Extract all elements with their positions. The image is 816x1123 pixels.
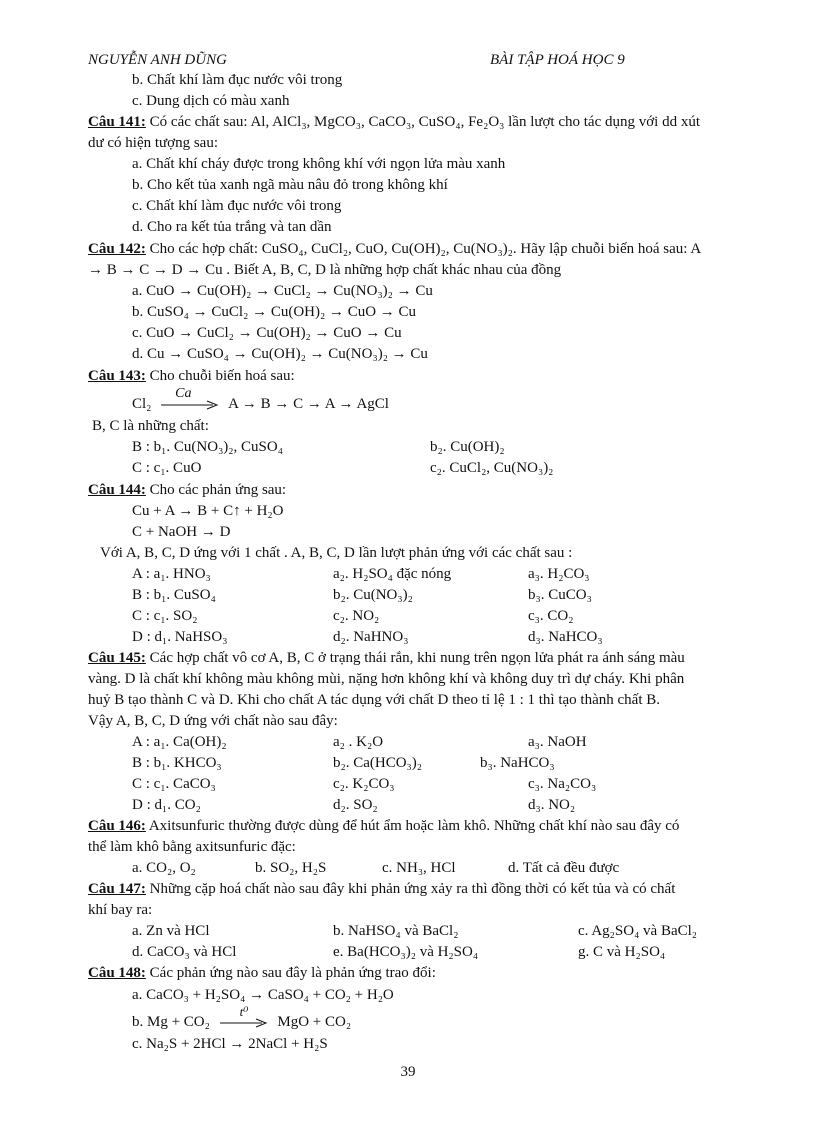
answer-option: b. CuSO₄ → CuCl₂ → Cu(OH)₂ → CuO → Cu [132,304,417,320]
question-144 [88,480,286,500]
text-line: dư có hiện tượng sau: [88,135,219,151]
answer-option: d₃. NaHCO₃ [528,629,603,645]
answer-option: C : c₁. CaCO₃ [132,776,216,792]
text-line: b. Chất khí làm đục nước vôi trong [132,72,343,88]
answer-option: c₃. CO₂ [528,608,574,624]
answer-option: b₂. Cu(NO₃)₂ [333,587,413,603]
question-label: Câu 142: [88,241,146,257]
answer-option: c₃. Na₂CO₃ [528,776,597,792]
answer-option: b. SO₂, H₂S [255,860,327,876]
answer-option: c. Chất khí làm đục nước vôi trong [132,198,342,214]
reaction: Cu + A → B + C↑ + H₂O [132,503,284,519]
arrow-icon [220,1016,268,1030]
arrow-with-label [220,1003,268,1030]
question-label: Câu 146: [88,818,146,834]
arrow-with-label [161,385,219,412]
answer-option: B : b₁. Cu(NO₃)₂, CuSO₄ [132,439,283,455]
text-line: thể làm khô bằng axitsunfuric đặc: [88,839,296,855]
answer-option: c₂. CuCl₂, Cu(NO₃)₂ [430,460,554,476]
answer-option: d. Cu → CuSO₄ → Cu(OH)₂ → Cu(NO₃)₂ → Cu [132,346,428,362]
answer-option: A : a₁. HNO₃ [132,566,211,582]
reaction-right: MgO + CO₂ [277,1014,352,1030]
answer-option: a₃. H₂CO₃ [528,566,590,582]
answer-option: d₂. SO₂ [333,797,378,813]
header-author: NGUYỄN ANH DŨNG [88,52,227,68]
answer-option [132,1003,352,1032]
answer-option: e. Ba(HCO₃)₂ và H₂SO₄ [333,944,479,960]
answer-option: b. Cho kết tủa xanh ngã màu nâu đỏ trong không khí [132,177,448,193]
question-text: Các hợp chất vô cơ A, B, C ở trạng thái rắn, khi nung trên ngọn lửa phát ra ánh sáng màu [145,650,685,666]
answer-option: A : a₁. Ca(OH)₂ [132,734,227,750]
question-141 [88,112,700,132]
text-line: Vậy A, B, C, D ứng với chất nào sau đây: [88,713,338,729]
answer-option: D : d₁. NaHSO₃ [132,629,228,645]
arrow-label: Ca [175,385,192,401]
text-line: Với A, B, C, D ứng với 1 chất . A, B, C, D lần lượt phản ứng với các chất sau : [100,545,573,561]
answer-option: C : c₁. CuO [132,460,202,476]
answer-option: c₂. NO₂ [333,608,380,624]
question-text: Cho các hợp chất: CuSO₄, CuCl₂, CuO, Cu(OH)₂, Cu(NO₃)₂. Hãy lập chuỗi biến hoá sau: A [145,241,702,257]
answer-option: d₂. NaHNO₃ [333,629,409,645]
answer-option: b₂. Cu(OH)₂ [430,439,505,455]
question-text: Các phản ứng nào sau đây là phản ứng trao đổi: [145,965,436,981]
text-line: c. Dung dịch có màu xanh [132,93,290,109]
question-label: Câu 141: [88,114,146,130]
answer-option: b₂. Ca(HCO₃)₂ [333,755,423,771]
question-146 [88,816,679,836]
text-line: huỷ B tạo thành C và D. Khi cho chất A tác dụng với chất D theo tỉ lệ 1 : 1 thì tạo thành chất B. [88,692,660,708]
answer-option: d. Cho ra kết tủa trắng và tan dần [132,219,332,235]
answer-option: C : c₁. SO₂ [132,608,198,624]
question-text: Axitsunfuric thường được dùng để hút ẩm hoặc làm khô. Những chất khí nào sau đây có [145,818,680,834]
reaction-chain [132,385,389,414]
answer-option: b. NaHSO₄ và BaCl₂ [333,923,459,939]
reaction: C + NaOH → D [132,524,231,540]
answer-option: d₃. NO₂ [528,797,576,813]
answer-option: B : b₁. KHCO₃ [132,755,222,771]
question-label: Câu 143: [88,368,146,384]
question-text: Những cặp hoá chất nào sau đây khi phản ứng xảy ra thì đồng thời có kết tủa và có chất [145,881,676,897]
question-text: Cho các phản ứng sau: [145,482,287,498]
answer-option: a₂ . K₂O [333,734,384,750]
answer-option: g. C và H₂SO₄ [578,944,666,960]
text-line: → B → C → D → Cu . Biết A, B, C, D là những hợp chất khác nhau của đồng [88,262,562,278]
question-label: Câu 148: [88,965,146,981]
question-label: Câu 145: [88,650,146,666]
answer-option: b₃. NaHCO₃ [480,755,555,771]
question-label: Câu 144: [88,482,146,498]
chain-start: Cl₂ [132,396,152,412]
answer-option: a. CO₂, O₂ [132,860,196,876]
answer-option: D : d₁. CO₂ [132,797,201,813]
arrow-label: t⁰ [239,1003,249,1019]
answer-option: c. Ag₂SO₄ và BaCl₂ [578,923,698,939]
question-142 [88,239,701,259]
question-label: Câu 147: [88,881,146,897]
reaction-left: b. Mg + CO₂ [132,1014,210,1030]
answer-option: c. CuO → CuCl₂ → Cu(OH)₂ → CuO → Cu [132,325,402,341]
answer-option: a. Chất khí cháy được trong không khí với ngọn lửa màu xanh [132,156,506,172]
answer-option: a₂. H₂SO₄ đặc nóng [333,566,452,582]
answer-option: c. Na₂S + 2HCl → 2NaCl + H₂S [132,1036,328,1052]
page-number: 39 [400,1064,416,1080]
question-text: Cho chuỗi biến hoá sau: [145,368,295,384]
answer-option: a. CaCO₃ + H₂SO₄ → CaSO₄ + CO₂ + H₂O [132,987,394,1003]
chain-rest: A → B → C → A → AgCl [228,396,389,412]
arrow-icon [161,398,219,412]
answer-option: d. Tất cả đều được [508,860,620,876]
question-147 [88,879,675,899]
question-145 [88,648,685,668]
answer-option: a. CuO → Cu(OH)₂ → CuCl₂ → Cu(NO₃)₂ → Cu [132,283,433,299]
answer-option: c₂. K₂CO₃ [333,776,395,792]
text-line: khí bay ra: [88,902,153,918]
answer-option: c. NH₃, HCl [382,860,456,876]
text-line: vàng. D là chất khí không màu không mùi, nặng hơn không khí và không duy trì dự cháy. Khi phân [88,671,685,687]
answer-option: a. Zn và HCl [132,923,210,939]
answer-option: b₃. CuCO₃ [528,587,592,603]
text-line: B, C là những chất: [92,418,209,434]
header-title: BÀI TẬP HOÁ HỌC 9 [490,52,625,68]
question-148 [88,963,436,983]
answer-option: B : b₁. CuSO₄ [132,587,216,603]
answer-option: d. CaCO₃ và HCl [132,944,237,960]
answer-option: a₃. NaOH [528,734,587,750]
question-text: Có các chất sau: Al, AlCl₃, MgCO₃, CaCO₃, CuSO₄, Fe₂O₃ lần lượt cho tác dụng với dd xút [145,114,701,130]
